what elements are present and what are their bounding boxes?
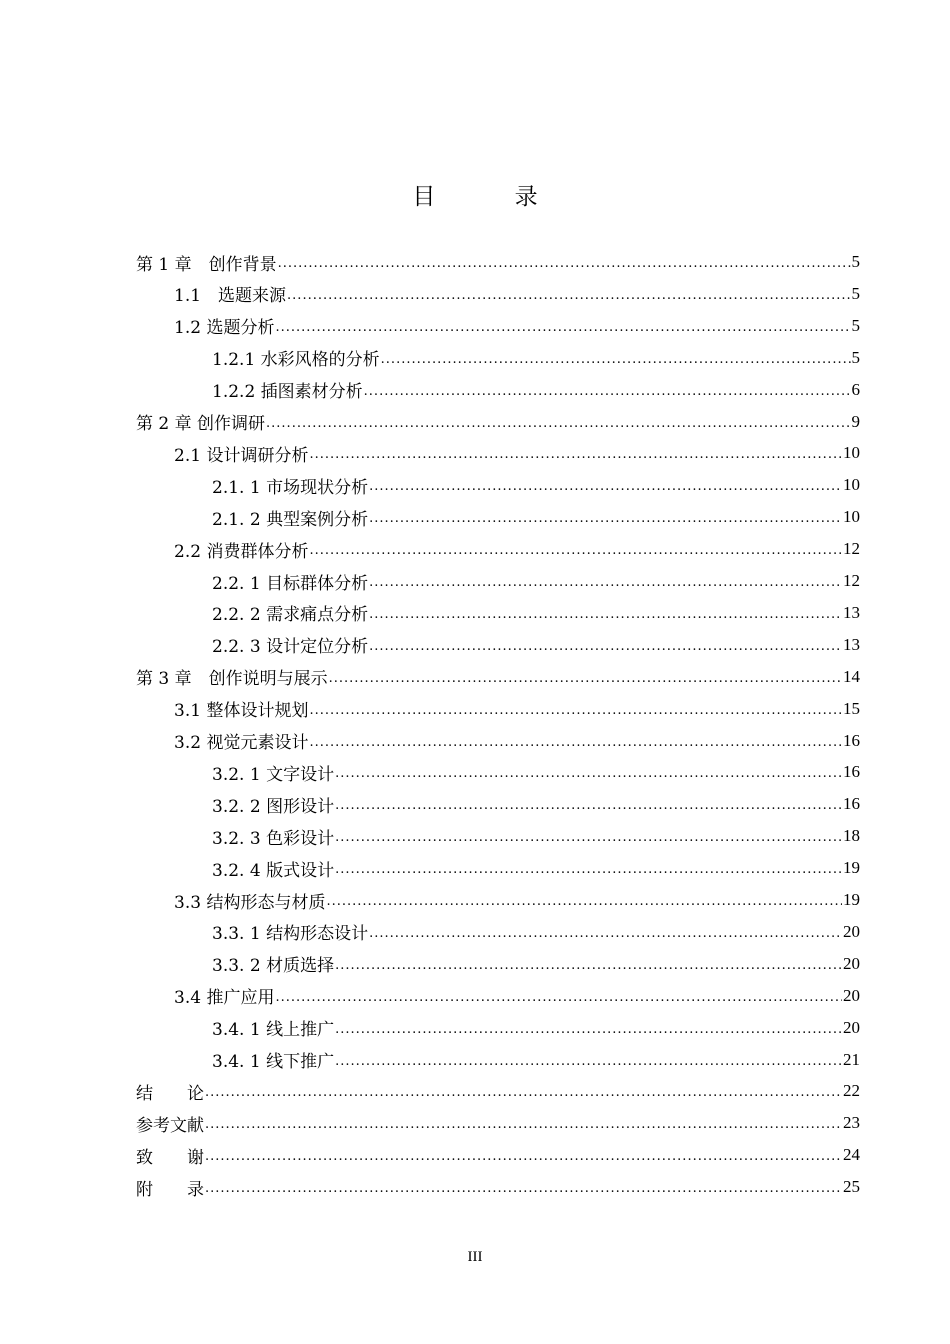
- toc-leader-dots: [278, 246, 851, 278]
- toc-entry-page: 10: [843, 475, 860, 495]
- toc-entry-page: 16: [843, 730, 860, 750]
- toc-entry-label: 2.2. 3 设计定位分析: [212, 637, 369, 658]
- toc-leader-dots: [275, 980, 842, 1012]
- toc-entry-page: 5: [851, 315, 860, 335]
- toc-entry[interactable]: [136, 1075, 860, 1107]
- toc-leader-dots: [335, 1012, 842, 1044]
- toc-leader-dots: [309, 725, 842, 757]
- toc-entry[interactable]: [174, 310, 860, 342]
- toc-entry[interactable]: [136, 1107, 860, 1139]
- toc-entry-label: 2.2 消费群体分析: [174, 541, 309, 562]
- toc-entry-page: 18: [843, 826, 860, 846]
- toc-entry-label: 1.2 选题分析: [174, 318, 275, 339]
- toc-leader-dots: [369, 469, 842, 501]
- toc-entry-label: 2.1. 2 典型案例分析: [212, 509, 369, 530]
- toc-leader-dots: [369, 565, 842, 597]
- toc-entry-page: 15: [843, 698, 860, 718]
- toc-entry-page: 19: [843, 858, 860, 878]
- toc-leader-dots: [381, 342, 851, 374]
- toc-entry[interactable]: [212, 788, 860, 820]
- toc-leader-dots: [335, 852, 842, 884]
- toc-entry[interactable]: [174, 533, 860, 565]
- toc-leader-dots: [369, 629, 842, 661]
- toc-entry[interactable]: [136, 406, 860, 438]
- toc-leader-dots: [364, 374, 851, 406]
- toc-leader-dots: [309, 533, 842, 565]
- toc-entry[interactable]: [212, 756, 860, 788]
- toc-leader-dots: [205, 1075, 842, 1107]
- toc-entry-page: 24: [843, 1145, 860, 1165]
- toc-leader-dots: [335, 788, 842, 820]
- toc-entry-label: 3.3. 1 结构形态设计: [212, 924, 369, 945]
- toc-entry[interactable]: [136, 246, 860, 278]
- toc-leader-dots: [309, 437, 842, 469]
- toc-entry[interactable]: [212, 1012, 860, 1044]
- toc-leader-dots: [369, 597, 842, 629]
- toc-entry[interactable]: [212, 565, 860, 597]
- toc-entry-label: 第 3 章 创作说明与展示: [136, 669, 328, 690]
- toc-entry-label: 第 1 章 创作背景: [136, 254, 277, 275]
- toc-entry-label: 3.1 整体设计规划: [174, 701, 309, 722]
- toc-entry-label: 致 谢: [136, 1147, 204, 1168]
- toc-entry[interactable]: [174, 693, 860, 725]
- toc-entry-label: 2.2. 2 需求痛点分析: [212, 605, 369, 626]
- toc-entry-label: 3.4. 1 线上推广: [212, 1020, 335, 1041]
- toc-leader-dots: [287, 278, 850, 310]
- page-number: III: [467, 1249, 483, 1265]
- toc-entry-label: 1.2.1 水彩风格的分析: [212, 350, 380, 371]
- toc-entry[interactable]: [212, 597, 860, 629]
- toc-leader-dots: [335, 948, 842, 980]
- toc-entry[interactable]: [174, 980, 860, 1012]
- toc-leader-dots: [329, 661, 842, 693]
- toc-entry-page: 22: [843, 1081, 860, 1101]
- toc-entry-page: 9: [851, 411, 860, 431]
- toc-entry-page: 20: [843, 953, 860, 973]
- toc-entry[interactable]: [212, 916, 860, 948]
- toc-leader-dots: [335, 820, 842, 852]
- toc-entry-label: 3.3. 2 材质选择: [212, 956, 335, 977]
- toc-entry-page: 13: [843, 634, 860, 654]
- toc-entry-page: 5: [851, 252, 860, 271]
- toc-entry-label: 3.2. 2 图形设计: [212, 796, 335, 817]
- toc-entry[interactable]: [136, 1139, 860, 1171]
- toc-entry-label: 3.4 推广应用: [174, 988, 275, 1009]
- toc-entry[interactable]: [174, 437, 860, 469]
- toc-entry-label: 3.2. 3 色彩设计: [212, 828, 335, 849]
- toc-entry-page: 13: [843, 602, 860, 622]
- toc-leader-dots: [309, 693, 842, 725]
- toc-entry[interactable]: [212, 501, 860, 533]
- toc-entry-label: 结 论: [136, 1083, 204, 1104]
- toc-leader-dots: [335, 1044, 842, 1076]
- toc-leader-dots: [266, 406, 850, 438]
- toc-entry-label: 2.2. 1 目标群体分析: [212, 573, 369, 594]
- toc-leader-dots: [275, 310, 850, 342]
- toc-entry-page: 6: [851, 379, 860, 399]
- toc-entry-label: 1.1 选题来源: [174, 286, 287, 307]
- toc-entry-page: 12: [843, 539, 860, 559]
- toc-entry-label: 2.1. 1 市场现状分析: [212, 477, 369, 498]
- toc-leader-dots: [205, 1171, 842, 1203]
- toc-entry[interactable]: [212, 629, 860, 661]
- toc-leader-dots: [335, 756, 842, 788]
- toc-entry-label: 3.3 结构形态与材质: [174, 892, 326, 913]
- toc-entry-page: 16: [843, 762, 860, 782]
- toc-entry[interactable]: [174, 278, 860, 310]
- toc-entry-page: 16: [843, 794, 860, 814]
- toc-entry-label: 1.2.2 插图素材分析: [212, 382, 363, 403]
- toc-entry-page: 25: [843, 1177, 860, 1197]
- toc-entry[interactable]: [212, 820, 860, 852]
- toc-entry-label: 第 2 章 创作调研: [136, 414, 266, 434]
- toc-entry-label: 附 录: [136, 1179, 204, 1200]
- toc-entry[interactable]: [212, 469, 860, 501]
- toc-entry-page: 10: [843, 443, 860, 463]
- toc-entry-label: 参考文献: [136, 1115, 204, 1136]
- toc-entry-label: 3.4. 1 线下推广: [212, 1052, 335, 1072]
- toc-entry[interactable]: [136, 1171, 860, 1203]
- toc-leader-dots: [205, 1107, 842, 1139]
- toc-entry-page: 12: [843, 571, 860, 590]
- toc-entry-page: 10: [843, 507, 860, 527]
- toc-entry-page: 20: [843, 921, 860, 941]
- toc-entry-page: 23: [843, 1113, 860, 1133]
- toc-entry-label: 3.2. 1 文字设计: [212, 764, 335, 785]
- toc-entry[interactable]: [212, 342, 860, 374]
- toc-entry[interactable]: [212, 374, 860, 406]
- toc-entry-label: 3.2. 4 版式设计: [212, 860, 335, 881]
- toc-entry[interactable]: [212, 948, 860, 980]
- page-title: 目 录: [412, 184, 574, 210]
- toc-entry-page: 5: [851, 347, 860, 367]
- toc-entry[interactable]: [136, 661, 860, 693]
- toc-entry-page: 5: [851, 283, 860, 303]
- toc-leader-dots: [369, 501, 842, 533]
- toc-entry-label: 3.2 视觉元素设计: [174, 733, 309, 753]
- toc-entry-label: 2.1 设计调研分析: [174, 445, 309, 466]
- toc-entry-page: 19: [843, 890, 860, 909]
- toc-entry-page: 20: [843, 1017, 860, 1037]
- toc-entry[interactable]: [174, 725, 860, 757]
- toc-entry-page: 20: [843, 985, 860, 1005]
- toc-entry-page: 21: [843, 1049, 860, 1069]
- toc-entry[interactable]: [212, 852, 860, 884]
- toc-entry[interactable]: [174, 884, 860, 916]
- toc-entry[interactable]: [212, 1044, 860, 1076]
- toc-leader-dots: [326, 884, 842, 916]
- toc-leader-dots: [205, 1139, 842, 1171]
- toc-leader-dots: [369, 916, 842, 948]
- toc-entry-page: 14: [843, 666, 860, 686]
